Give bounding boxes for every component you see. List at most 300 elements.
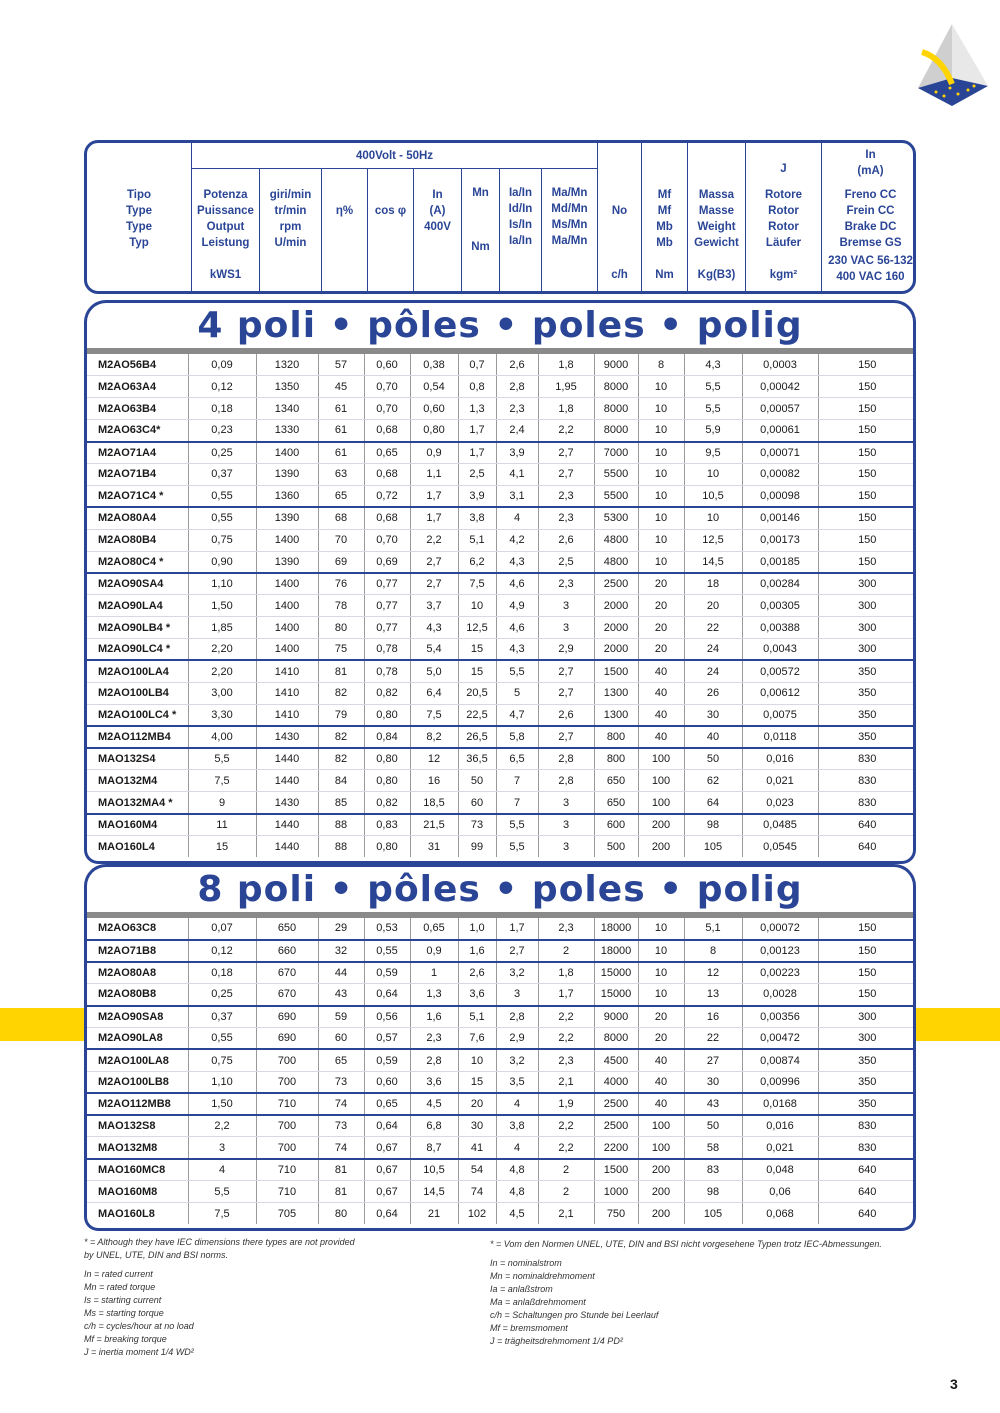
- value-cell: 150: [818, 354, 916, 376]
- value-cell: 350: [818, 682, 916, 704]
- value-cell: 1,7: [458, 420, 496, 442]
- header-mamn-line: Ma/Mn: [551, 235, 588, 247]
- value-cell: 0,67: [364, 1159, 410, 1181]
- value-cell: 8,7: [410, 1137, 458, 1159]
- value-cell: 98: [684, 1181, 742, 1203]
- value-cell: 15: [188, 836, 256, 858]
- value-cell: 5300: [594, 507, 638, 529]
- table-row: [84, 376, 916, 398]
- value-cell: 20: [638, 1027, 684, 1049]
- value-cell: 15: [458, 660, 496, 682]
- motor-type-cell: MAO160M4: [84, 814, 188, 836]
- value-cell: 2,6: [538, 704, 594, 726]
- value-cell: 65: [318, 1049, 364, 1071]
- value-cell: 300: [818, 573, 916, 595]
- header-j-top: J: [780, 163, 787, 175]
- value-cell: 0,00071: [742, 442, 818, 464]
- value-cell: 2,3: [538, 573, 594, 595]
- column-header-box: [84, 140, 916, 294]
- value-cell: 10: [638, 551, 684, 573]
- value-cell: 150: [818, 420, 916, 442]
- value-cell: 5,1: [458, 1006, 496, 1028]
- value-cell: 0,00057: [742, 398, 818, 420]
- table-row: [84, 1049, 916, 1071]
- value-cell: 9000: [594, 354, 638, 376]
- value-cell: 650: [594, 770, 638, 792]
- header-brake-line: Bremse GS: [839, 237, 902, 249]
- motor-type-cell: M2AO90LB4 *: [84, 617, 188, 639]
- value-cell: 150: [818, 442, 916, 464]
- value-cell: 78: [318, 595, 364, 617]
- value-cell: 1400: [256, 639, 318, 661]
- value-cell: 1,6: [410, 1006, 458, 1028]
- value-cell: 300: [818, 1006, 916, 1028]
- value-cell: 0,67: [364, 1181, 410, 1203]
- table-row: [84, 551, 916, 573]
- value-cell: 0,00098: [742, 485, 818, 507]
- value-cell: 2,20: [188, 639, 256, 661]
- value-cell: 650: [594, 792, 638, 814]
- header-mamn-line: Ma/Mn: [551, 187, 588, 199]
- table-row: [84, 682, 916, 704]
- header-brake-line: Brake DC: [844, 221, 897, 233]
- motor-type-cell: M2AO71C4 *: [84, 485, 188, 507]
- value-cell: 0,78: [364, 660, 410, 682]
- value-cell: 65: [318, 485, 364, 507]
- value-cell: 0,00388: [742, 617, 818, 639]
- value-cell: 1440: [256, 836, 318, 858]
- value-cell: 2500: [594, 1115, 638, 1137]
- value-cell: 300: [818, 639, 916, 661]
- table-row: [84, 398, 916, 420]
- value-cell: 73: [318, 1115, 364, 1137]
- value-cell: 4,6: [496, 573, 538, 595]
- value-cell: 0,37: [188, 1006, 256, 1028]
- value-cell: 1440: [256, 748, 318, 770]
- table-row: [84, 639, 916, 661]
- value-cell: 3,2: [496, 1049, 538, 1071]
- motor-type-cell: M2AO71B8: [84, 940, 188, 962]
- value-cell: 0,00123: [742, 940, 818, 962]
- value-cell: 2,7: [538, 660, 594, 682]
- value-cell: 150: [818, 485, 916, 507]
- header-mamn-line: Md/Mn: [551, 203, 588, 215]
- value-cell: 61: [318, 442, 364, 464]
- value-cell: 5,0: [410, 660, 458, 682]
- value-cell: 79: [318, 704, 364, 726]
- value-cell: 150: [818, 507, 916, 529]
- value-cell: 4000: [594, 1071, 638, 1093]
- header-massa-line: Gewicht: [694, 237, 739, 249]
- footnotes-english: [84, 1236, 355, 1359]
- value-cell: 61: [318, 420, 364, 442]
- value-cell: 11: [188, 814, 256, 836]
- value-cell: 20: [638, 639, 684, 661]
- value-cell: 2,1: [538, 1071, 594, 1093]
- value-cell: 20,5: [458, 682, 496, 704]
- value-cell: 10: [684, 507, 742, 529]
- value-cell: 12,5: [684, 529, 742, 551]
- value-cell: 1410: [256, 660, 318, 682]
- value-cell: 32: [318, 940, 364, 962]
- table-row: [84, 814, 916, 836]
- value-cell: 1,6: [458, 940, 496, 962]
- value-cell: 0,80: [364, 836, 410, 858]
- value-cell: 16: [410, 770, 458, 792]
- header-mf-unit: Nm: [655, 269, 674, 281]
- footnote-line: J = inertia moment 1/4 WD²: [84, 1347, 194, 1357]
- value-cell: 100: [638, 1115, 684, 1137]
- value-cell: 98: [684, 814, 742, 836]
- value-cell: 1,9: [538, 1093, 594, 1115]
- value-cell: 0,0168: [742, 1093, 818, 1115]
- table-row: [84, 617, 916, 639]
- value-cell: 830: [818, 792, 916, 814]
- motor-type-cell: MAO160L8: [98, 1207, 155, 1220]
- motor-type-cell: M2AO90LA4: [84, 595, 188, 617]
- header-col-iain: [499, 169, 541, 291]
- value-cell: 1320: [256, 354, 318, 376]
- value-cell: 710: [256, 1159, 318, 1181]
- value-cell: 200: [638, 836, 684, 858]
- table-row: [84, 1137, 916, 1159]
- header-j-line: Rotore: [764, 189, 803, 201]
- value-cell: 4800: [594, 551, 638, 573]
- value-cell: 40: [638, 704, 684, 726]
- value-cell: 710: [256, 1181, 318, 1203]
- motor-type-cell: M2AO80B4: [84, 529, 188, 551]
- motor-type-cell: M2AO112MB4: [84, 726, 188, 748]
- value-cell: 150: [818, 551, 916, 573]
- value-cell: 150: [818, 918, 916, 940]
- value-cell: 60: [458, 792, 496, 814]
- value-cell: 650: [256, 918, 318, 940]
- table-row: [84, 1115, 916, 1137]
- value-cell: 30: [684, 704, 742, 726]
- table-row: [84, 836, 916, 858]
- value-cell: 2,2: [538, 1027, 594, 1049]
- value-cell: 10: [458, 595, 496, 617]
- header-iain-line: Ia/In: [508, 235, 532, 247]
- header-brake-top2: (mA): [857, 165, 884, 177]
- header-tipo-line: Tipo: [126, 189, 152, 201]
- value-cell: 4,3: [496, 551, 538, 573]
- value-cell: 54: [458, 1159, 496, 1181]
- value-cell: 6,4: [410, 682, 458, 704]
- value-cell: 12,5: [458, 617, 496, 639]
- value-cell: 81: [318, 660, 364, 682]
- header-mn-unit: Nm: [471, 241, 490, 253]
- value-cell: 2000: [594, 639, 638, 661]
- value-cell: 0,00874: [742, 1049, 818, 1071]
- value-cell: 2,2: [538, 420, 594, 442]
- value-cell: 700: [256, 1049, 318, 1071]
- value-cell: 1000: [594, 1181, 638, 1203]
- header-in-line: 400V: [424, 221, 451, 233]
- value-cell: 2: [538, 1181, 594, 1203]
- value-cell: 61: [318, 398, 364, 420]
- value-cell: 10: [638, 485, 684, 507]
- value-cell: 73: [458, 814, 496, 836]
- value-cell: 63: [318, 463, 364, 485]
- header-col-mf: [641, 143, 687, 291]
- value-cell: 200: [638, 1159, 684, 1181]
- value-cell: 10: [638, 529, 684, 551]
- value-cell: 0,70: [364, 398, 410, 420]
- value-cell: 74: [458, 1181, 496, 1203]
- header-massa-line: Masse: [698, 205, 735, 217]
- value-cell: 12: [684, 962, 742, 984]
- value-cell: 1,10: [188, 573, 256, 595]
- header-brake-line: Freno CC: [844, 189, 897, 201]
- value-cell: 2500: [594, 573, 638, 595]
- value-cell: 7,5: [188, 770, 256, 792]
- value-cell: 150: [818, 376, 916, 398]
- header-iain-line: Ia/In: [508, 187, 532, 199]
- value-cell: 0,06: [742, 1181, 818, 1203]
- footnote-line: Mn = rated torque: [84, 1282, 156, 1292]
- value-cell: 10: [638, 376, 684, 398]
- table-row: [84, 1071, 916, 1093]
- value-cell: 74: [318, 1093, 364, 1115]
- value-cell: 0,00996: [742, 1071, 818, 1093]
- value-cell: 350: [818, 1049, 916, 1071]
- value-cell: 84: [318, 770, 364, 792]
- motor-type-cell: M2AO71A4: [84, 442, 188, 464]
- value-cell: 102: [458, 1203, 496, 1225]
- value-cell: 0,59: [364, 1049, 410, 1071]
- value-cell: 30: [458, 1115, 496, 1137]
- value-cell: 18: [684, 573, 742, 595]
- motor-type-cell: M2AO100LB4: [84, 682, 188, 704]
- value-cell: 0,37: [188, 463, 256, 485]
- value-cell: 0,84: [364, 726, 410, 748]
- value-cell: 300: [818, 595, 916, 617]
- value-cell: 0,25: [188, 984, 256, 1006]
- value-cell: 0,12: [188, 376, 256, 398]
- value-cell: 150: [818, 984, 916, 1006]
- value-cell: 1410: [256, 682, 318, 704]
- table-row: [84, 1203, 916, 1225]
- header-in-line: (A): [429, 205, 446, 217]
- value-cell: 0,016: [742, 748, 818, 770]
- value-cell: 10: [638, 940, 684, 962]
- value-cell: 3,1: [496, 485, 538, 507]
- value-cell: 640: [818, 1203, 916, 1225]
- header-brake-unit: 230 VAC 56-132: [828, 255, 913, 267]
- table-row: [84, 573, 916, 595]
- value-cell: 1,8: [538, 962, 594, 984]
- motor-type-cell: MAO160L4: [98, 840, 155, 853]
- value-cell: 2,7: [538, 463, 594, 485]
- motor-type-cell: M2AO56B4: [84, 354, 188, 376]
- value-cell: 0,12: [188, 940, 256, 962]
- value-cell: 9,5: [684, 442, 742, 464]
- motor-type-cell: M2AO63C8: [84, 918, 188, 940]
- value-cell: 100: [638, 1137, 684, 1159]
- value-cell: 0,65: [364, 1093, 410, 1115]
- value-cell: 15: [458, 639, 496, 661]
- motor-type-cell: M2AO80A4: [84, 507, 188, 529]
- motor-type-cell: M2AO90SA8: [84, 1006, 188, 1028]
- footnote-line: Mn = nominaldrehmoment: [490, 1271, 595, 1281]
- value-cell: 88: [318, 836, 364, 858]
- value-cell: 2,7: [410, 551, 458, 573]
- value-cell: 0,016: [742, 1115, 818, 1137]
- value-cell: 0,0075: [742, 704, 818, 726]
- value-cell: 2,3: [538, 1049, 594, 1071]
- value-cell: 0,07: [188, 918, 256, 940]
- footnote-line: Mf = bremsmoment: [490, 1323, 568, 1333]
- value-cell: 1440: [256, 770, 318, 792]
- value-cell: 0,68: [364, 420, 410, 442]
- value-cell: 0,048: [742, 1159, 818, 1181]
- header-tipo-line: Typ: [129, 237, 149, 249]
- value-cell: 2500: [594, 1093, 638, 1115]
- value-cell: 2000: [594, 617, 638, 639]
- value-cell: 700: [256, 1115, 318, 1137]
- value-cell: 0,53: [364, 918, 410, 940]
- value-cell: 0,0545: [742, 836, 818, 858]
- value-cell: 350: [818, 1071, 916, 1093]
- value-cell: 2,6: [496, 354, 538, 376]
- value-cell: 0,25: [188, 442, 256, 464]
- value-cell: 1,85: [188, 617, 256, 639]
- value-cell: 3,5: [496, 1071, 538, 1093]
- value-cell: 2,3: [496, 398, 538, 420]
- value-cell: 0,09: [188, 354, 256, 376]
- value-cell: 2,4: [496, 420, 538, 442]
- header-mf-line: Mf: [657, 205, 672, 217]
- value-cell: 40: [638, 1071, 684, 1093]
- value-cell: 0,72: [364, 485, 410, 507]
- value-cell: 8: [638, 354, 684, 376]
- value-cell: 68: [318, 507, 364, 529]
- header-col-tipo: [87, 143, 191, 291]
- table-row: [84, 660, 916, 682]
- value-cell: 2,7: [496, 940, 538, 962]
- value-cell: 9000: [594, 1006, 638, 1028]
- value-cell: 4,3: [410, 617, 458, 639]
- value-cell: 3,6: [410, 1071, 458, 1093]
- value-cell: 0,78: [364, 639, 410, 661]
- value-cell: 1430: [256, 792, 318, 814]
- motor-type-cell: M2AO63B4: [84, 398, 188, 420]
- header-brake-unit2: 400 VAC 160: [836, 271, 905, 283]
- header-col-mamn: [541, 169, 597, 291]
- table-row: [84, 940, 916, 962]
- value-cell: 7000: [594, 442, 638, 464]
- value-cell: 0,70: [364, 529, 410, 551]
- value-cell: 1,7: [496, 918, 538, 940]
- value-cell: 2,8: [538, 770, 594, 792]
- value-cell: 0,8: [458, 376, 496, 398]
- header-brake-line: Frein CC: [846, 205, 895, 217]
- value-cell: 75: [318, 639, 364, 661]
- value-cell: 0,60: [364, 1071, 410, 1093]
- value-cell: 0,00042: [742, 376, 818, 398]
- value-cell: 8000: [594, 420, 638, 442]
- value-cell: 670: [256, 962, 318, 984]
- header-col-massa: [687, 143, 745, 291]
- value-cell: 1,3: [458, 398, 496, 420]
- value-cell: 2,7: [538, 726, 594, 748]
- table-row: [84, 918, 916, 940]
- value-cell: 0,56: [364, 1006, 410, 1028]
- value-cell: 1,7: [410, 485, 458, 507]
- value-cell: 4: [496, 507, 538, 529]
- value-cell: 22: [684, 1027, 742, 1049]
- value-cell: 4,00: [188, 726, 256, 748]
- value-cell: 4,7: [496, 704, 538, 726]
- value-cell: 7,5: [458, 573, 496, 595]
- value-cell: 0,23: [188, 420, 256, 442]
- table-row: [84, 1006, 916, 1028]
- value-cell: 6,2: [458, 551, 496, 573]
- value-cell: 2000: [594, 595, 638, 617]
- value-cell: 640: [818, 814, 916, 836]
- value-cell: 2,6: [538, 529, 594, 551]
- footnote-line: Ia = anlaßstrom: [490, 1284, 553, 1294]
- value-cell: 2,2: [410, 529, 458, 551]
- header-tipo-line: Type: [126, 221, 152, 233]
- value-cell: 5,5: [188, 1181, 256, 1203]
- value-cell: 3: [538, 617, 594, 639]
- value-cell: 0,67: [364, 1137, 410, 1159]
- value-cell: 0,00146: [742, 507, 818, 529]
- value-cell: 0,75: [188, 1049, 256, 1071]
- header-col-potenza: [191, 169, 259, 291]
- value-cell: 700: [256, 1071, 318, 1093]
- value-cell: 0,60: [364, 354, 410, 376]
- value-cell: 0,023: [742, 792, 818, 814]
- footnote-line: In = rated current: [84, 1269, 153, 1279]
- value-cell: 4,2: [496, 529, 538, 551]
- value-cell: 0,00356: [742, 1006, 818, 1028]
- value-cell: 8000: [594, 376, 638, 398]
- header-mamn-line: Ms/Mn: [551, 219, 588, 231]
- table-row: [84, 529, 916, 551]
- value-cell: 43: [684, 1093, 742, 1115]
- value-cell: 0,68: [364, 507, 410, 529]
- motor-type-cell: M2AO112MB8: [84, 1093, 188, 1115]
- value-cell: 1390: [256, 551, 318, 573]
- value-cell: 9: [188, 792, 256, 814]
- value-cell: 200: [638, 1203, 684, 1225]
- value-cell: 0,18: [188, 398, 256, 420]
- pyramid-logo-icon: [912, 22, 992, 108]
- value-cell: 2,3: [538, 485, 594, 507]
- table-row: [84, 1093, 916, 1115]
- value-cell: 4: [496, 1137, 538, 1159]
- value-cell: 3: [496, 984, 538, 1006]
- table-row: [84, 770, 916, 792]
- value-cell: 18000: [594, 940, 638, 962]
- header-giri-line: tr/min: [274, 205, 307, 217]
- value-cell: 830: [818, 748, 916, 770]
- value-cell: 40: [638, 1049, 684, 1071]
- table-row: [84, 485, 916, 507]
- value-cell: 0,69: [364, 551, 410, 573]
- value-cell: 2,8: [496, 376, 538, 398]
- header-j-line: Rotor: [768, 205, 799, 217]
- value-cell: 1,50: [188, 1093, 256, 1115]
- value-cell: 1430: [256, 726, 318, 748]
- value-cell: 5,5: [188, 748, 256, 770]
- value-cell: 0,90: [188, 551, 256, 573]
- value-cell: 0,65: [410, 918, 458, 940]
- value-cell: 0,55: [188, 507, 256, 529]
